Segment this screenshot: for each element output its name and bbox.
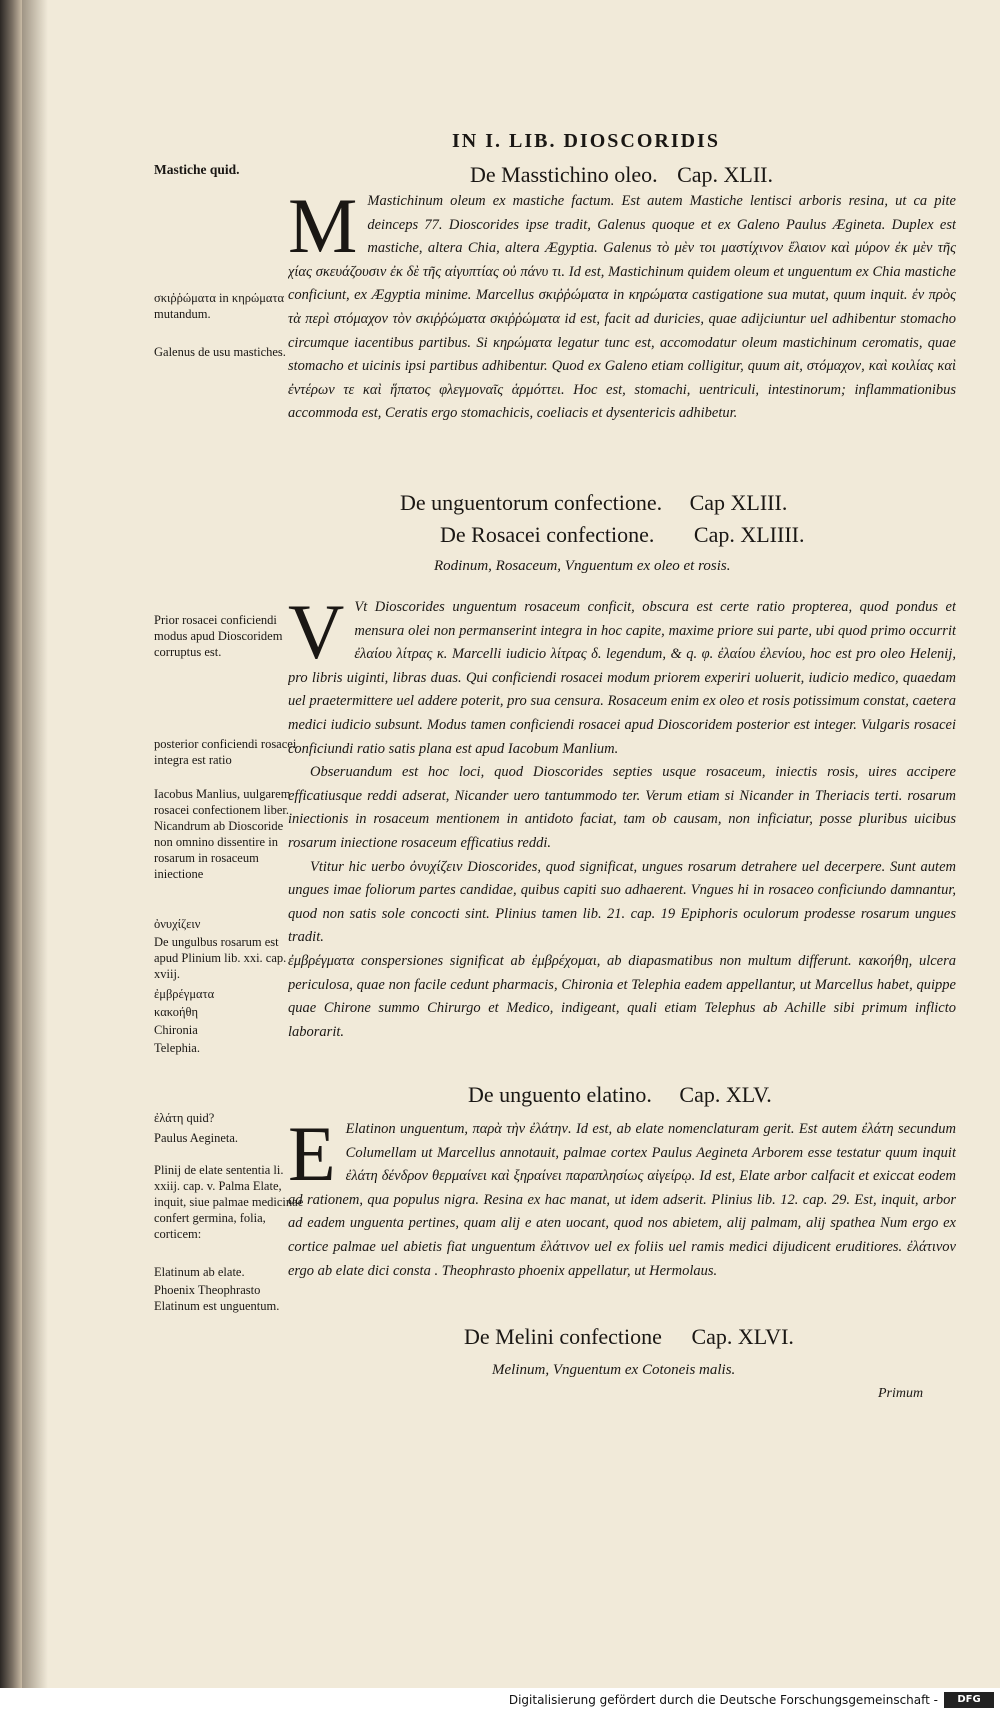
gutter-shadow (22, 0, 48, 1688)
drop-cap: E (288, 1118, 336, 1197)
chapter-46-title (464, 1324, 794, 1350)
paragraph: ἐμβρέγματα conspersiones significat ab ἐμβρέχομαι, ab diapasmatibus non multum differunt. κακοήθη, ulcera periculosa, quae non facile cedunt pharmacis, Chironia et Telephia eadem appellantur, ut Marcellus habet, quippe quae Chirone summo Chirurgo et Medico, indigeant, quali etiam Telephus ab Achille sibi primum inflicto laborarit. (288, 952, 956, 1040)
paragraph: Vt Dioscorides unguentum rosaceum conficit, obscura est certe ratio propterea, quod pondus et mensura olei non permanserint integra in hoc capite, maxime priore sui parte, ubi quod primo occurrit ἐλαίου λίτρας κ. Marcelli iudicio λίτρας δ. legendum, & q. φ. ἐλαίου ἐλενίου, hoc est pro oleo Helenij, pro libris uiginti, libras duas. Qui conficiendi rosacei modum priorem experiri uoluerit, iudicio medico, quaedam uel praetermittere uel addere poterit, pro sua censura. Rosaceum enim ex oleo et rosis potissimum constat, caetera medici iudicio subsunt. Modus tamen conficiendi rosacei apud Dioscoridem posterior est integer. Vulgaris rosacei conficiundi ratio satis plana est apud Iacobum Manlium. (288, 599, 956, 757)
chapter-number: Cap. XLIIII. (693, 522, 805, 547)
chapter-number: Cap. XLVI. (691, 1324, 794, 1349)
chapter-number: Cap. XLV. (679, 1082, 772, 1107)
catchword: Primum (878, 1386, 924, 1401)
paragraph: Vtitur hic uerbo ὀνυχίζειν Dioscorides, quod significat, ungues rosarum detrahere uel decerpere. Sunt autem ungues imae foliorum partes candidae, quibus capiti suo adhaerent. Vngues hi in rosaceo conficiundo damnantur, quod non satis sole concocti sint. Plinius tamen lib. 21. cap. 19 Epiphoris oculorum prodesse rosarum ungues tradit. (288, 858, 956, 946)
chapter-42-body (288, 190, 956, 472)
margin-note: Galenus de usu mastiches. (154, 345, 286, 359)
margin-note: κακοήθη (154, 1005, 199, 1019)
footer-credit: Digitalisierung gefördert durch die Deutsche Forschungsgemeinschaft - (508, 1693, 938, 1707)
paragraph: Obseruandum est hoc loci, quod Dioscorides septies usque rosaceum, iniectis rosis, uires accipere efficatiusque reddi adserat, Nicander uero tantummodo ter. Verum etiam si Nicander in Theriacis terti. rosarum iniectionis in rosaceum mentionem in antidoto faciat, tam ob causam, non inficiatur, posse pluribus uicibus rosarum iniectione rosaceum efficatius reddi. (288, 764, 956, 851)
chapter-45-body (288, 1118, 956, 1308)
chapter-44-body (288, 596, 956, 1066)
chapter-title-text: De unguento elatino. (468, 1082, 652, 1107)
margin-note: σκιῤῥώματα in κηρώματα mutandum. (154, 291, 285, 321)
paragraph: Mastichinum oleum ex mastiche factum. Est autem Mastiche lentisci arboris resina, ut ca pite deinceps 77. Dioscorides ipse tradit, Galenus quoque et ex Galeno Paulus Æginetа. Duplex est mastiche, altera Chia, altera Ægyptia. Galenus τὸ μὲν τοι μαστίχινον ἔλαιον καὶ μύρον ἐκ μὲν τῆς χίας σκευάζουσιν ἐκ δὲ τῆς αἰγυπτίας οὐ πάνυ τι. Id est, Mastichinum quidem oleum et unguentum ex Chia mastiche conficiunt, ex Ægyptia minime. Marcellus σκιῤῥώματα in κηρώματα castigatione sua mutat, quum inquit. ἐν πρὸς τὰ περὶ στόμαχον τὸν σκιῤῥώματα σκιῤῥώματα id est, facit ad duricies, quae adijciuntur uel adhibentur stomacho circumque iacentibus partibus. Si κηρώματα legatur tunc est, accomodatur oleum mastichinum ceromatis, quae stomacho et uicinis ipsi partibus adhibentur. Quod ex Galeno etiam colligitur, quum ait, στόμαχον, καὶ κοιλίας καὶ ἐντέρων τε καὶ ἥπατος φλεγμοναῖς ἁρμόττει. Hoc est, stomachi, uentriculi, intestinorum; inflammationibus accommoda est, Ceratis ergo stomachicis, coeliacis et dysentericis adhibetur. (288, 193, 956, 422)
chapter-45-title (468, 1082, 772, 1108)
book-fore-edge (0, 0, 22, 1713)
margin-note: ἐλάτη quid? (154, 1111, 215, 1125)
digitization-footer (0, 1688, 1000, 1713)
chapter-title-text: De unguentorum confectione. (400, 490, 663, 515)
chapter-44-title (440, 522, 804, 548)
margin-note: Prior rosacei conficiendi modus apud Dioscoridem corruptus est. (154, 613, 283, 659)
chapter-number: Cap. XLII. (677, 162, 774, 187)
drop-cap: V (288, 596, 345, 675)
margin-note: De ungulbus rosarum est apud Plinium lib. xxi. cap. xviij. (154, 935, 287, 981)
chapter-44-subtitle: Rodinum, Rosaceum, Vnguentum ex oleo et rosis. (434, 558, 731, 574)
chapter-title-text: De Rosacei confectione. (440, 522, 655, 547)
chapter-46-subtitle: Melinum, Vnguentum ex Cotoneis malis. (492, 1362, 736, 1378)
margin-note: Paulus Aegineta. (154, 1131, 239, 1145)
chapter-title-text: De Melini confectione (464, 1324, 662, 1349)
margin-note: ἐμβρέγματα (154, 987, 215, 1001)
chapter-42-title (470, 162, 773, 188)
margin-note: Iacobus Manlius, uulgarem rosacei confectionem liber. Nicandrum ab Dioscoride non omnino dissentire in rosarum in rosaceum iniectione (154, 787, 291, 881)
margin-note: Mastiche quid. (154, 162, 240, 177)
margin-note: ὀνυχίζειν (154, 917, 201, 931)
paragraph: Elatinon unguentum, παρὰ τὴν ἐλάτην. Id est, ab elate nomenclaturam gerit. Est autem ἐλάτη secundum Columellam ut Marcellus annotauit, palmae cortex Paulus Aegineta Arborem esse testatur quum inquit ἐλάτη δένδρον θερμαίνει καὶ ξηραίνει παραπλησίως αἰγείρῳ. Id est, Elate arbor calfacit et exiccat eodem ad rationem, qua populus nigra. Resina ex hac manat, ut idem adserit. Plinius lib. 12. cap. 29. Est, inquit, arbor ad eadem unguenta pertines, quam alij e aten uocant, quod nos abietem, alij palmam, alij spathea Num ergo ex cortice palmae uel abietis fiat unguentum ἐλάτινον uel ex foliis uel ramis medici dijudicent eruditiores. ἐλάτινον ergo ab elate dici consta . Theophrasto phoenix appellatur, ut Hermolaus. (288, 1121, 956, 1279)
book-page (22, 0, 1000, 1688)
margin-note: Elatinum ab elate. (154, 1265, 245, 1279)
dfg-logo: DFG (944, 1692, 994, 1708)
drop-cap: M (288, 190, 358, 269)
margin-note: Phoenix Theophrasto Elatinum est unguentum. (154, 1283, 280, 1313)
margin-note: Plinij de elate sententia li. xxiij. cap. v. Palma Elate, inquit, siue palmae medicinae confert germina, folia, corticem: (154, 1163, 304, 1241)
margin-note: Telephia. (154, 1041, 200, 1055)
margin-note: Chironia (154, 1023, 198, 1037)
chapter-title-text: De Masstichino oleo. (470, 162, 658, 187)
running-head: IN I. LIB. DIOSCORIDIS (452, 130, 720, 152)
chapter-43-title (400, 490, 787, 516)
chapter-number: Cap XLIII. (689, 490, 788, 515)
margin-note: posterior conficiendi rosacei integra est ratio (154, 737, 297, 767)
